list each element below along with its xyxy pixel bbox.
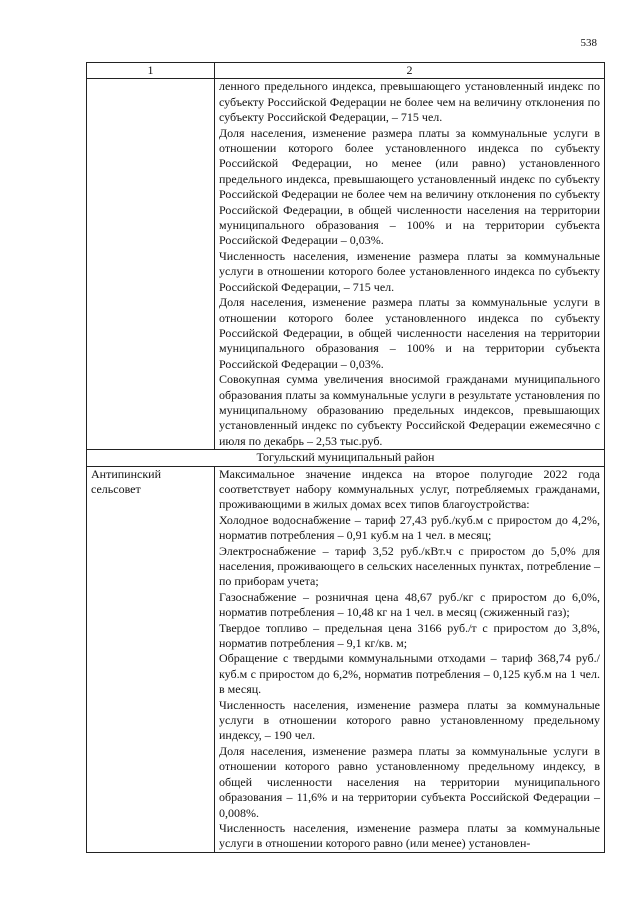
paragraph: ленного предельного индекса, превышающего установленный индекс по субъекту Российской Федерации не более чем на величину отклонения по субъекту Российской Федерации, – 715 чел. bbox=[219, 79, 600, 125]
paragraph: Численность населения, изменение размера платы за коммунальные услуги в отношении которого равно установленному предельному индексу, – 190 чел. bbox=[219, 697, 600, 743]
indices-table bbox=[86, 62, 605, 853]
column-header-1: 1 bbox=[87, 63, 215, 79]
paragraph: Максимальное значение индекса на второе полугодие 2022 года соответствует набору коммунальных услуг, потребляемых гражданами, проживающими в жилых домах всех типов благоустройства: bbox=[219, 466, 600, 512]
table-row bbox=[87, 466, 605, 852]
page-number: 538 bbox=[580, 37, 597, 49]
paragraph: Электроснабжение – тариф 3,52 руб./кВт.ч с приростом до 5,0% для населения, проживающего в сельских населенных пунктах, потребление – по приборам учета; bbox=[219, 543, 600, 589]
district-name: Тогульский муниципальный район bbox=[87, 450, 605, 466]
paragraph: Доля населения, изменение размера платы за коммунальные услуги в отношении которого более установленного индекса по субъекту Российской Федерации, в общей численности населения на территории муниципального образования – 100% и на территории субъекта Российской Федерации – 0,03%. bbox=[219, 295, 600, 371]
municipality-name-line: сельсовет bbox=[91, 481, 141, 496]
paragraph: Численность населения, изменение размера платы за коммунальные услуги в отношении которого равно (или менее) установлен- bbox=[219, 820, 600, 851]
paragraph: Доля населения, изменение размера платы за коммунальные услуги в отношении которого равно установленному предельному индексу, в общей численности населения на территории муниципального образования – 11,6% и на территории субъекта Российской Федерации – 0,008%. bbox=[219, 743, 600, 820]
indicators-cell bbox=[215, 466, 605, 852]
district-row bbox=[87, 450, 605, 466]
paragraph: Численность населения, изменение размера платы за коммунальные услуги в отношении которого более установленного индекса по субъекту Российской Федерации, – 715 чел. bbox=[219, 248, 600, 294]
table-header-row bbox=[87, 63, 605, 79]
paragraph: Обращение с твердыми коммунальными отходами – тариф 368,74 руб./куб.м с приростом до 6,2%, норматив потребления – 0,125 куб.м на 1 чел. в месяц. bbox=[219, 651, 600, 697]
column-header-2: 2 bbox=[215, 63, 605, 79]
paragraph: Доля населения, изменение размера платы за коммунальные услуги в отношении которого более установленного индекса по субъекту Российской Федерации, но менее (или равно) установленного предельного индекса, превышающего установленный индекс по субъекту Российской Федерации не более чем на величину отклонения по субъекту Российской Федерации, в общей численности населения на территории муниципального образования – 100% и на территории субъекта Российской Федерации – 0,03%. bbox=[219, 125, 600, 248]
municipality-cell-empty bbox=[87, 79, 215, 450]
paragraph: Твердое топливо – предельная цена 3166 руб./т с приростом до 3,8%, норматив потребления – 9,1 кг/кв. м; bbox=[219, 620, 600, 651]
paragraph: Совокупная сумма увеличения вносимой гражданами муниципального образования платы за коммунальные услуги в результате установления по муниципальному образованию предельных индексов, превышающих установленный индекс по субъекту Российской Федерации ежемесячно с июля по декабрь – 2,53 тыс.руб. bbox=[219, 372, 600, 448]
paragraph: Холодное водоснабжение – тариф 27,43 руб./куб.м с приростом до 4,2%, норматив потребления – 0,91 куб.м на 1 чел. в месяц; bbox=[219, 512, 600, 543]
table-row bbox=[87, 79, 605, 450]
indicators-cell bbox=[215, 79, 605, 450]
municipality-name-line: Антипинский bbox=[91, 466, 162, 481]
paragraph: Газоснабжение – розничная цена 48,67 руб./кг с приростом до 6,0%, норматив потребления – 10,48 кг на 1 чел. в месяц (сжиженный газ); bbox=[219, 589, 600, 620]
municipality-name bbox=[87, 466, 215, 852]
